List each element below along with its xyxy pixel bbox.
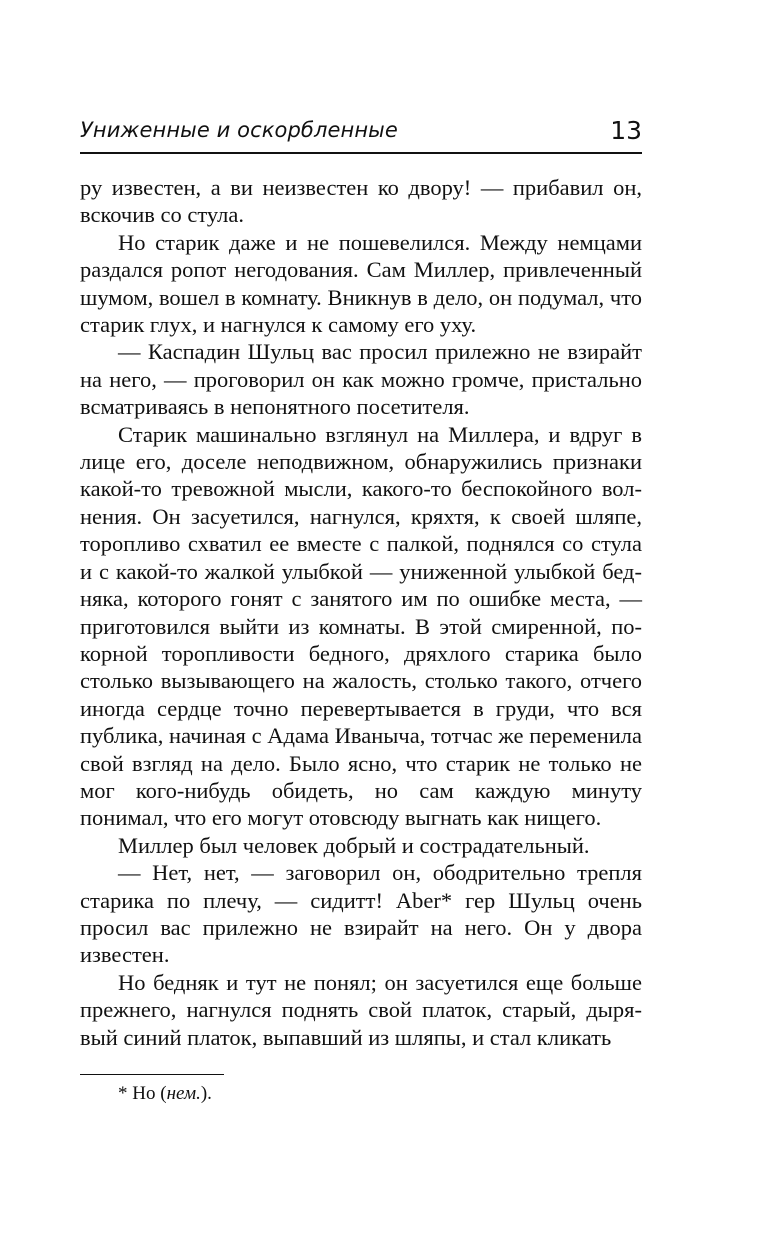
footnote-language: нем.	[166, 1083, 201, 1104]
paragraph-continued: ру известен, а ви неизвестен ко двору! — прибавил он, вскочив со стула.	[80, 175, 642, 228]
page-number: 13	[610, 116, 642, 145]
paragraph: — Нет, нет, — заговорил он, ободрительно трепля старика по плечу, — сидитт! Aber* гер Шульц очень просил вас прилежно не взирайт на него. Он у двора известен.	[80, 860, 642, 968]
paragraph: Старик машинально взглянул на Миллера, и вдруг в лице его, доселе неподвижном, обнаружились признаки какой-то тревожной мысли, какого-то беспокойного волнения. Он засуетился, нагнулся, кряхтя, к своей шляпе, торопливо схватил ее вместе с палкой, поднялся со стула и с какой-то жалкой улыбкой — униженной улыбкой бедняка, которого гонят с занятого им по ошибке места, — приготовился выйти из комнаты. В этой смиренной, покорной торопливости бедного, дряхлого старика было столько вызывающего на жалость, столько такого, отчего иногда сердце точно перевертывается в груди, что вся публика, начиная с Адама Иваныча, тотчас же переменила свой взгляд на дело. Было ясно, что старик не только не мог кого-нибудь обидеть, но сам каждую минуту понимал, что его могут отовсюду выгнать как нищего.	[80, 421, 642, 831]
paragraph: Миллер был человек добрый и сострадательный.	[118, 832, 590, 858]
paragraph: Но старик даже и не пошевелился. Между немцами раздался ропот негодования. Сам Миллер, привлеченный шумом, вошел в комнату. Вникнув в дело, он подумал, что старик глух, и нагнулся к самому его уху.	[80, 229, 642, 338]
paragraph: Но бедняк и тут не понял; он засуетился еще больше прежнего, нагнулся поднять свой платок, старый, дырявый синий платок, выпавший из шляпы, и стал кликать	[80, 969, 642, 1050]
footnote-suffix: ).	[200, 1083, 212, 1104]
footnote-prefix: * Но (	[118, 1083, 167, 1104]
footnote	[118, 1083, 212, 1105]
body-text	[80, 174, 642, 1051]
book-title: Униженные и оскорбленные	[80, 118, 398, 142]
footnote-divider	[80, 1074, 224, 1075]
paragraph: — Каспадин Шульц вас просил прилежно не взирайт на него, — проговорил он как можно громче, пристально всматриваясь в непонятного посетителя.	[80, 339, 642, 420]
running-head	[80, 116, 642, 154]
